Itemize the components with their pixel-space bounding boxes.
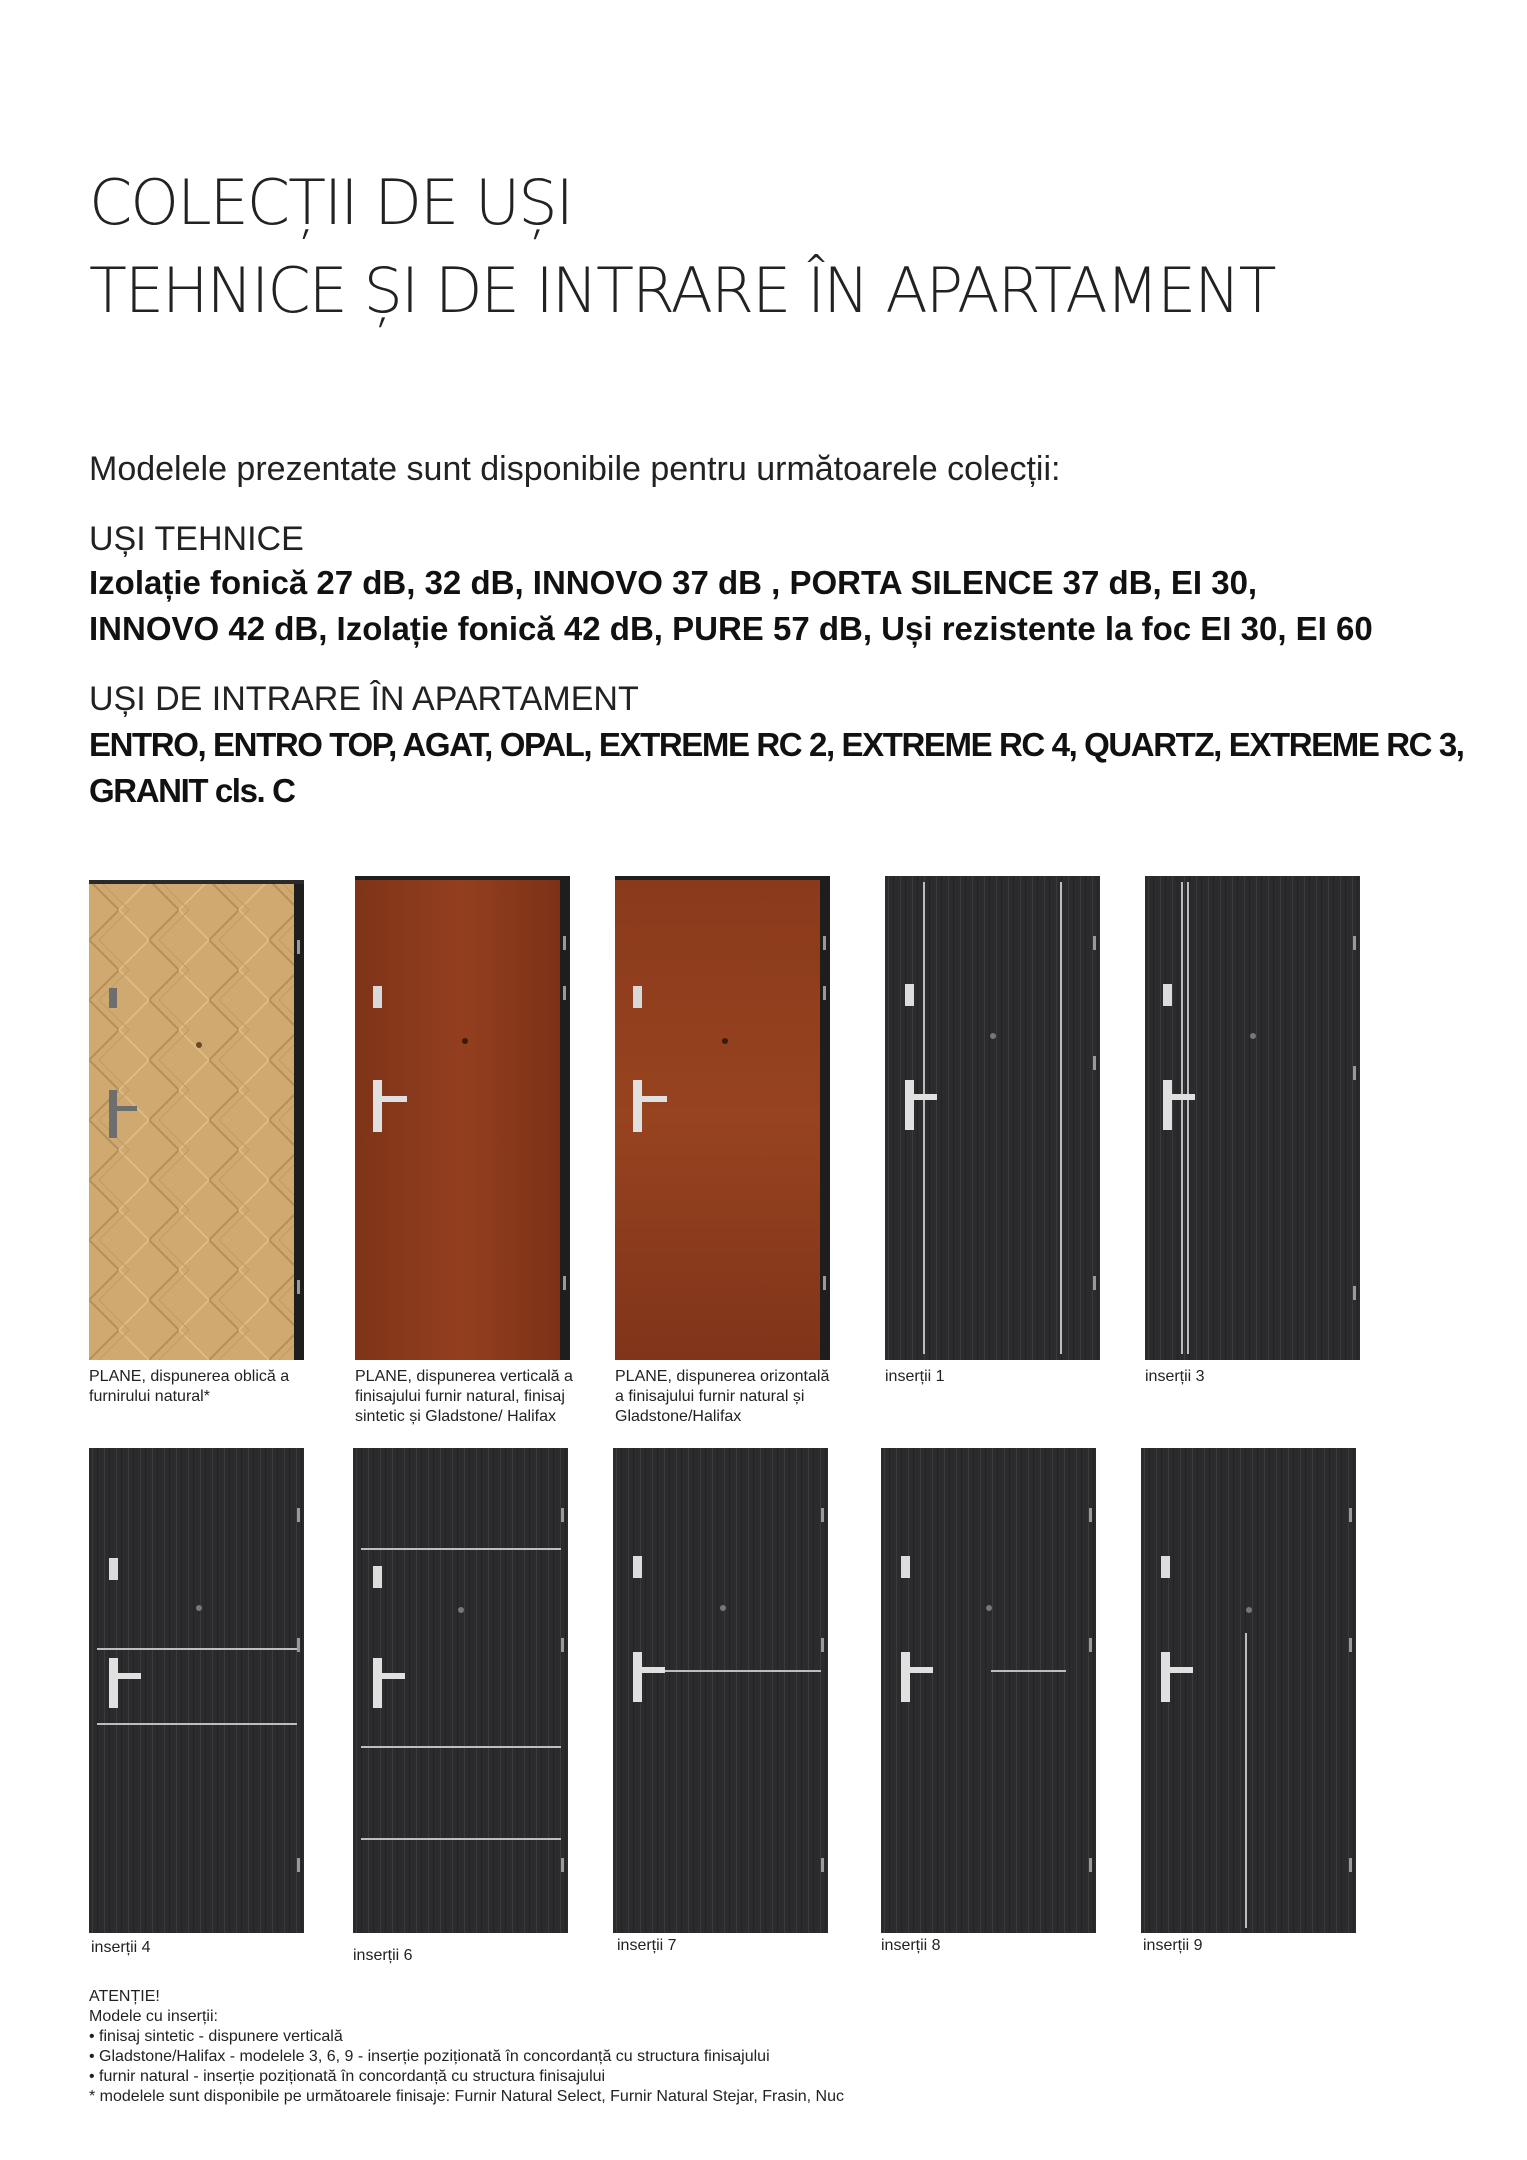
caption-door-3: PLANE, dispunerea orizontală a finisajului furnir natural și Gladstone/Halifax (615, 1368, 830, 1425)
caption-door-9: inserții 8 (881, 1937, 941, 1954)
door-insertii-8 (881, 1448, 1096, 1933)
note-line-2: • finisaj sintetic - dispunere verticală (89, 2028, 343, 2045)
intro-text: Modelele prezentate sunt disponibile pentru următoarele colecții: (89, 450, 1061, 488)
attention-note (89, 1987, 844, 2107)
door-insertii-1 (885, 876, 1100, 1360)
caption-door-2: PLANE, dispunerea verticală a finisajului furnir natural, finisaj sintetic și Gladstone/ Halifax (355, 1368, 573, 1425)
note-line-1: Modele cu inserții: (89, 2008, 218, 2025)
door-insertii-6 (353, 1448, 568, 1933)
door-plane-oblique (89, 880, 304, 1360)
caption-door-4: inserții 1 (885, 1368, 945, 1385)
caption-door-10: inserții 9 (1143, 1937, 1203, 1954)
apartment-collections-line-2: GRANIT cls. C (89, 772, 295, 809)
page-title-line-2: TEHNICE ȘI DE INTRARE ÎN APARTAMENT (89, 254, 1275, 327)
note-line-5: * modelele sunt disponibile pe următoarele finisaje: Furnir Natural Select, Furnir Natural Stejar, Frasin, Nuc (89, 2088, 845, 2105)
door-insertii-3 (1145, 876, 1360, 1360)
caption-door-1: PLANE, dispunerea oblică a furnirului natural* (89, 1368, 290, 1405)
apartment-heading: UȘI DE INTRARE ÎN APARTAMENT (89, 680, 639, 718)
caption-door-5: inserții 3 (1145, 1368, 1205, 1385)
door-insertii-4 (89, 1448, 304, 1933)
note-line-4: • furnir natural - inserție poziționată în concordanță cu structura finisajului (89, 2068, 606, 2085)
door-insertii-9 (1141, 1448, 1356, 1933)
apartment-collections-line-1: ENTRO, ENTRO TOP, AGAT, OPAL, EXTREME RC 2, EXTREME RC 4, QUARTZ, EXTREME RC 3, (89, 726, 1464, 763)
caption-door-6: inserții 4 (91, 1939, 151, 1956)
caption-door-8: inserții 7 (617, 1937, 677, 1954)
technical-heading: UȘI TEHNICE (89, 520, 304, 558)
door-plane-horizontal (615, 876, 830, 1360)
page-title-line-1: COLECȚII DE UȘI (89, 166, 572, 239)
door-plane-vertical (355, 876, 570, 1360)
technical-collections-line-1: Izolație fonică 27 dB, 32 dB, INNOVO 37 dB , PORTA SILENCE 37 dB, EI 30, (89, 564, 1258, 601)
door-insertii-7 (613, 1448, 828, 1933)
technical-collections-line-2: INNOVO 42 dB, Izolație fonică 42 dB, PURE 57 dB, Uși rezistente la foc EI 30, EI 60 (89, 610, 1373, 647)
note-title: ATENȚIE! (89, 1988, 160, 2005)
note-line-3: • Gladstone/Halifax - modelele 3, 6, 9 - inserție poziționată în concordanță cu structura finisajului (89, 2048, 770, 2065)
caption-door-7: inserții 6 (353, 1947, 413, 1964)
